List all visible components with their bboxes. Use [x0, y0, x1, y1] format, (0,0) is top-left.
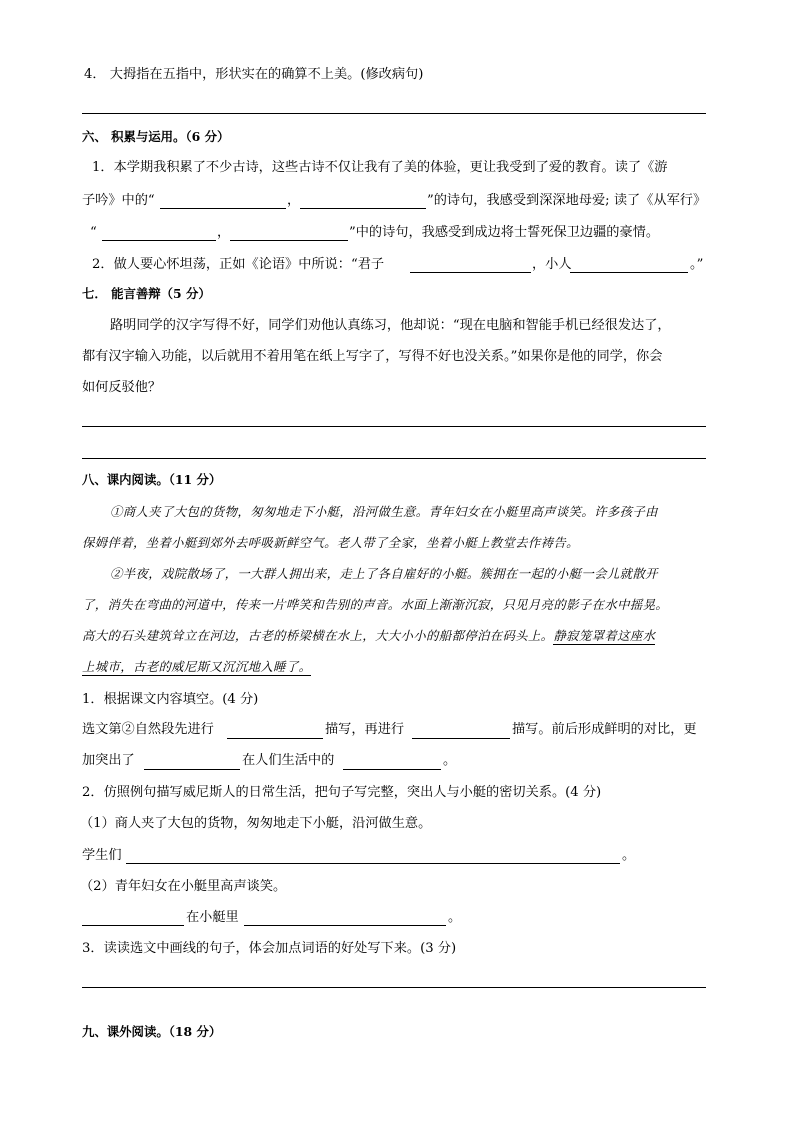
s8-q1-line2a: 加突出了 [82, 753, 135, 768]
answer-line[interactable] [82, 458, 706, 459]
s8-q2-example1: （1）商人夹了大包的货物，匆匆地走下小艇，沿河做生意。 [80, 816, 432, 831]
s6-q2-a: 2．做人要心怀坦荡，正如《论语》中所说：“君子 [92, 257, 385, 272]
s8-q1: 1．根据课文内容填空。(4 分) [82, 692, 259, 707]
s6-q2-b: ，小人 [532, 257, 572, 272]
s7-para-line3: 如何反驳他？ [82, 380, 162, 395]
blank-fill-1[interactable] [227, 738, 323, 739]
blank-junzi[interactable] [410, 272, 531, 273]
s6-q2-c: 。” [690, 257, 704, 272]
answer-line[interactable] [82, 426, 706, 427]
passage-para2-line3 [82, 630, 655, 642]
passage-para2-line2: 了，消失在弯曲的河道中，传来一片哗笑和告别的声音。水面上渐渐沉寂，只见月亮的影子在水中摇晃。 [82, 597, 669, 612]
s8-q1-line2b: 在人们生活中的 [242, 753, 335, 768]
s6-q1-line3c: ”中的诗句，我感受到成边将士誓死保卫边疆的豪情。 [349, 225, 660, 240]
q4-text: 4． 大拇指在五指中，形状实在的确算不上美。(修改病句) [84, 67, 424, 82]
s8-q2-ans2a: 在小艇里 [186, 910, 239, 925]
blank-poem-3[interactable] [102, 240, 216, 241]
answer-line[interactable] [82, 113, 706, 114]
section7-heading: 七． 能言善辩（5 分） [82, 286, 211, 301]
passage-para1-line2: 保姆伴着，坐着小艇到郊外去呼吸新鲜空气。老人带了全家，坐着小艇上教堂去作祷告。 [82, 535, 579, 550]
s6-q1-line1: 1．本学期我积累了不少古诗，这些古诗不仅让我有了美的体验，更让我受到了爱的教育。读了《游 [92, 160, 668, 175]
blank-xiaoren[interactable] [570, 272, 688, 273]
passage-para2-line4 [82, 661, 311, 673]
s8-q3: 3．读读选文中画线的句子，体会加点词语的好处写下来。(3 分) [82, 941, 457, 956]
s8-q1-line2c: 。 [443, 753, 457, 768]
blank-sentence-1[interactable] [126, 863, 620, 864]
s8-q1-line1c: 描写。前后形成鲜明的对比，更 [512, 722, 697, 737]
passage-text: 高大的石头建筑耸立在河边，古老的桥梁横在水上，大大小小的船都停泊在码头上。 [82, 628, 554, 643]
blank-sentence-2[interactable] [244, 925, 446, 926]
s6-q1-line2c: ”的诗句，我感受到深深地母爱; 读了《从军行》 [427, 193, 707, 208]
section8-heading: 八、课内阅读。（11 分） [82, 472, 222, 487]
s6-q1-line2a: 子吟》中的“ [82, 193, 155, 208]
s7-para-line2: 都有汉字输入功能，以后就用不着用笔在纸上写字了，写得不好也没关系。”如果你是他的同学，你会 [82, 349, 663, 364]
s8-q2-ans2b: 。 [448, 910, 462, 925]
s8-q2-ans1a: 学生们 [82, 848, 122, 863]
s8-q2: 2．仿照例句描写威尼斯人的日常生活，把句子写完整，突出人与小艇的密切关系。(4 分) [82, 785, 602, 800]
s8-q1-line1a: 选文第②自然段先进行 [82, 722, 214, 737]
section9-heading: 九、课外阅读。（18 分） [82, 1024, 222, 1039]
s6-q1-line3a: “ [90, 225, 97, 240]
blank-poem-1[interactable] [160, 208, 286, 209]
passage-para1-line1: ①商人夹了大包的货物，匆匆地走下小艇，沿河做生意。青年妇女在小艇里高声谈笑。许多孩子由 [110, 504, 658, 519]
section6-heading: 六、 积累与运用。（6 分） [82, 129, 230, 144]
s8-q2-example2: （2）青年妇女在小艇里高声谈笑。 [80, 879, 287, 894]
blank-poem-4[interactable] [230, 240, 348, 241]
blank-fill-4[interactable] [343, 769, 441, 770]
s6-q1-line3b: ， [217, 225, 231, 240]
s7-para-line1: 路明同学的汉字写得不好，同学们劝他认真练习，他却说：“现在电脑和智能手机已经很发达了， [110, 318, 671, 333]
blank-poem-2[interactable] [300, 208, 426, 209]
passage-para2-line1: ②半夜，戏院散场了，一大群人拥出来，走上了各自雇好的小艇。簇拥在一起的小艇一会儿就散开 [110, 566, 658, 581]
blank-fill-2[interactable] [412, 738, 510, 739]
underlined-sentence: 上城市，古老的威尼斯又沉沉地入睡了。 [82, 659, 312, 674]
blank-fill-3[interactable] [144, 769, 240, 770]
blank-subject[interactable] [82, 925, 184, 926]
underlined-sentence: 静寂笼罩着这座水 [553, 628, 656, 643]
s8-q1-line1b: 描写，再进行 [325, 722, 405, 737]
answer-line[interactable] [82, 987, 706, 988]
s8-q2-ans1b: 。 [622, 848, 636, 863]
s6-q1-line2b: ， [287, 193, 301, 208]
